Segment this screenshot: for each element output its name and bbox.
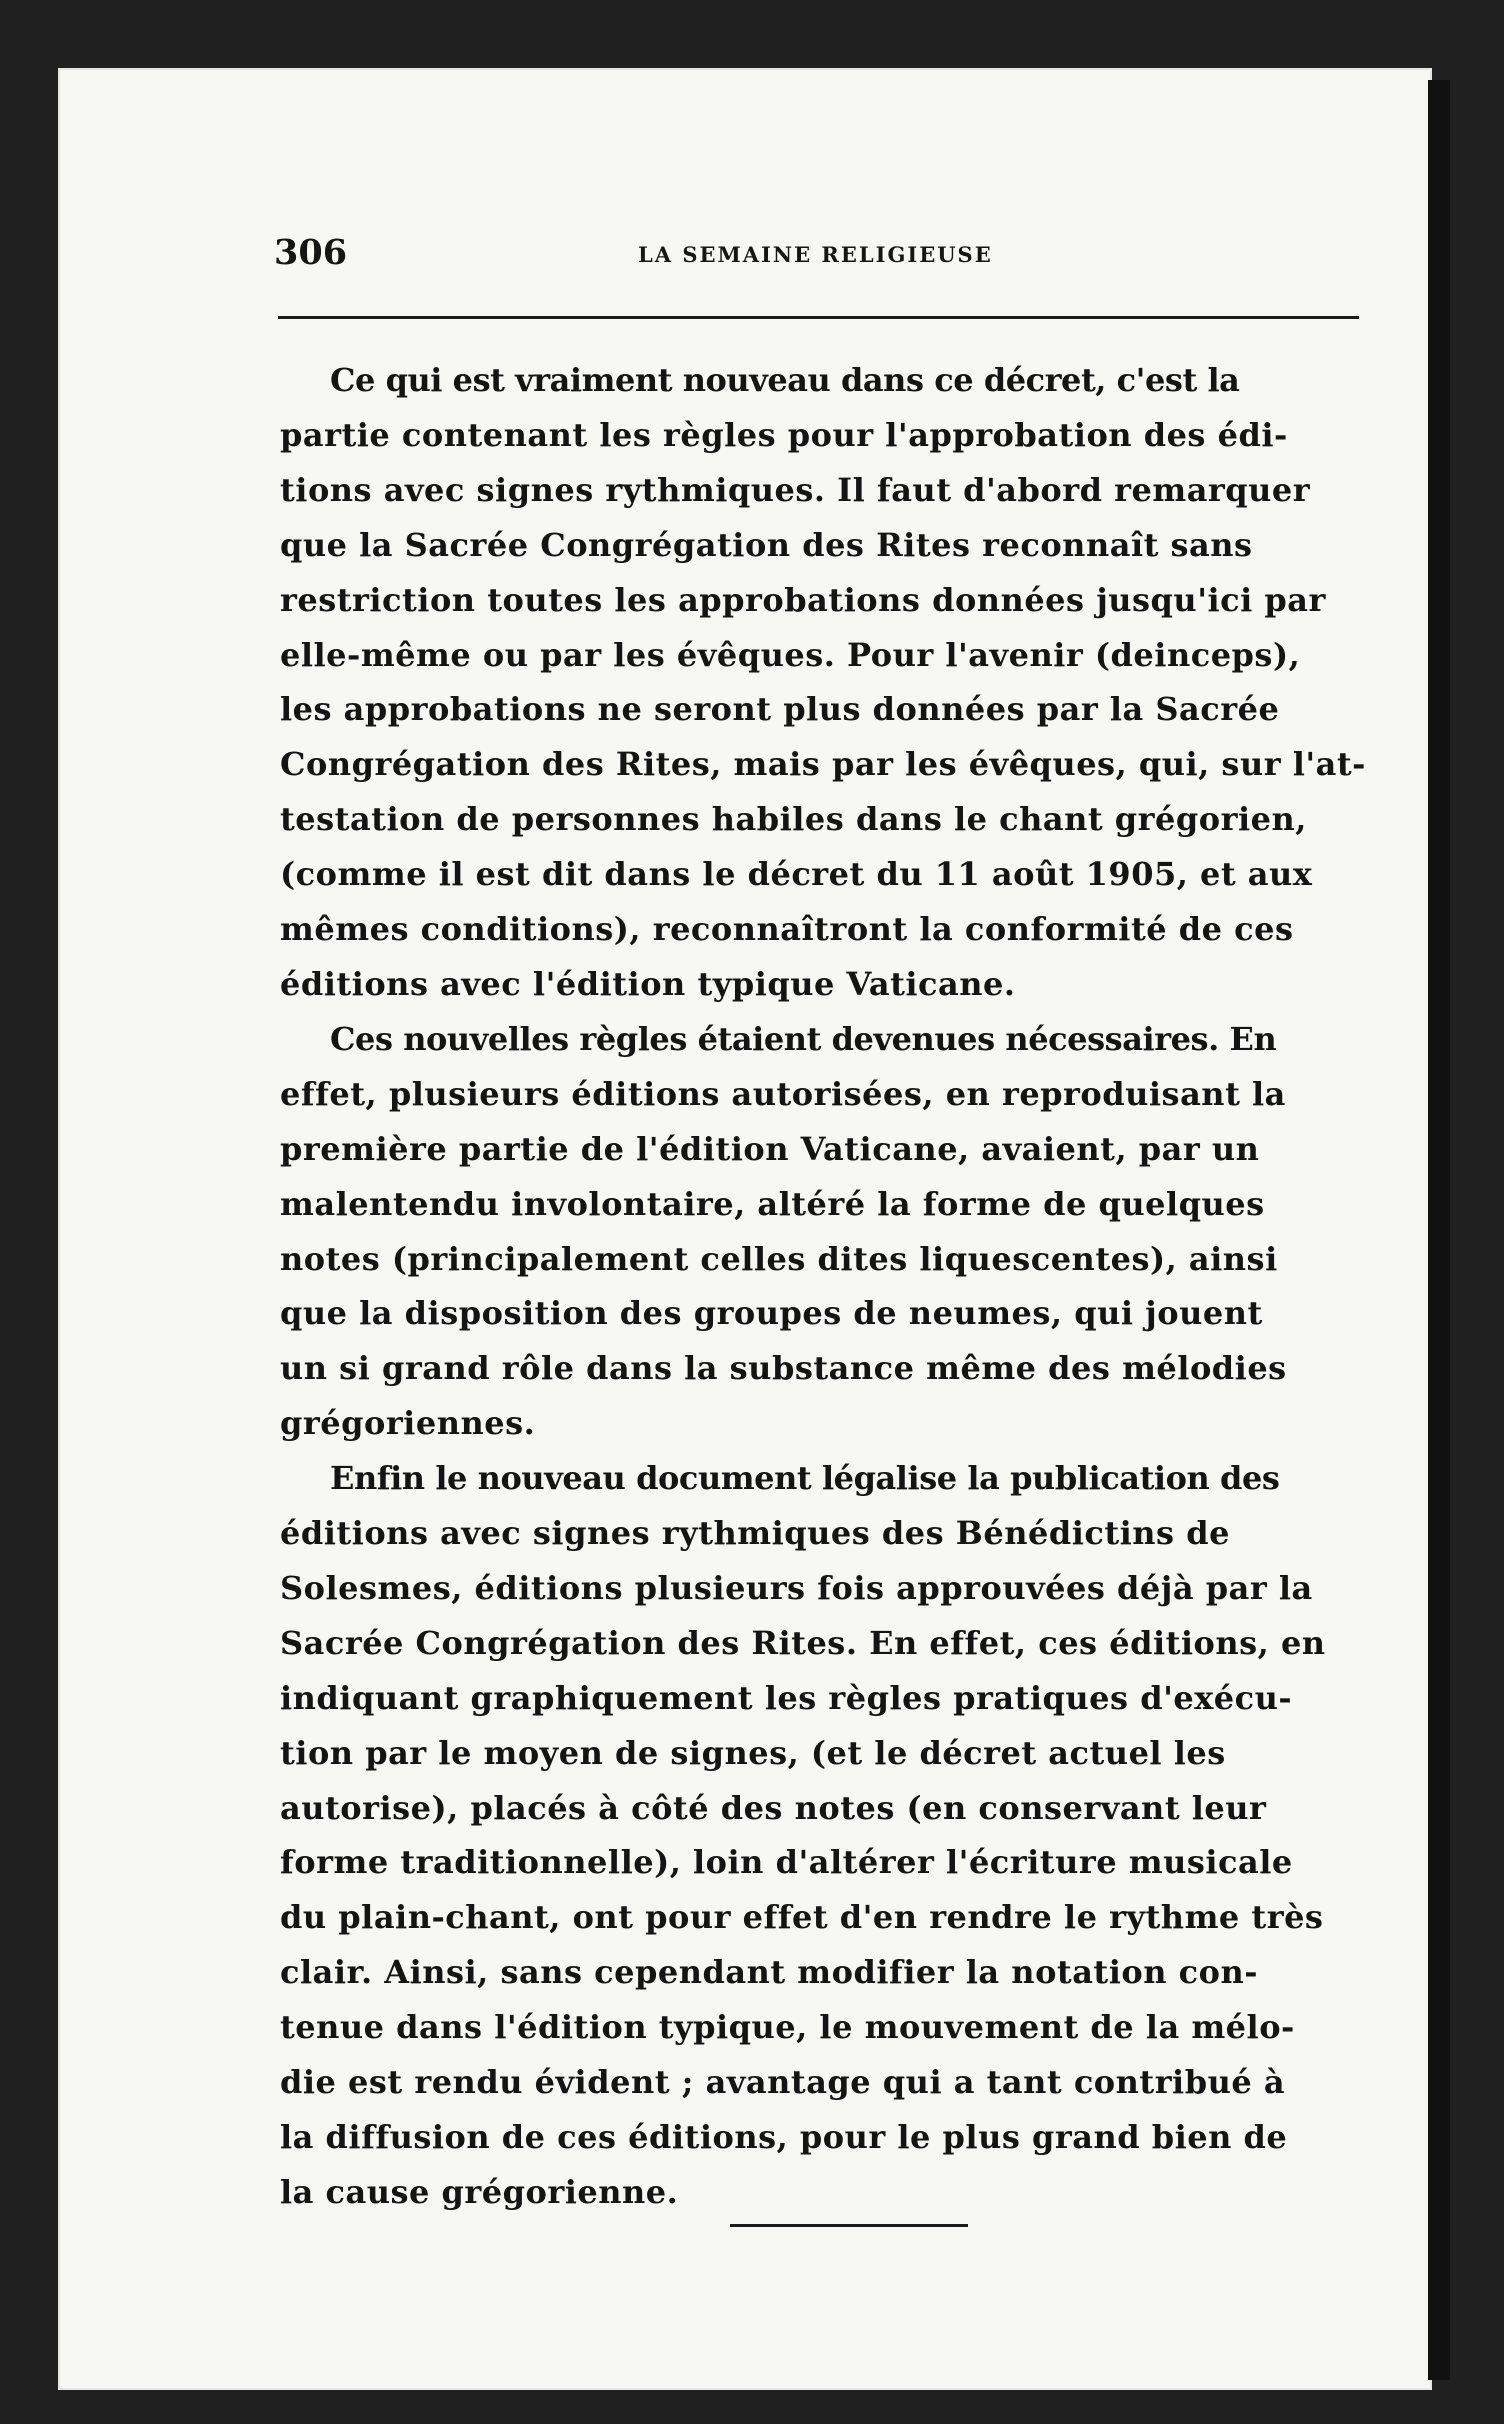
text-line: clair. Ainsi, sans cependant modifier la notation con- [280,1953,1258,1992]
text-line: les approbations ne seront plus données par la Sacrée [280,690,1280,729]
end-rule [730,2224,968,2227]
text-line: Sacrée Congrégation des Rites. En effet, ces éditions, en [280,1623,1326,1662]
text-line: indiquant graphiquement les règles pratiques d'exécu- [280,1678,1293,1717]
text-line: que la Sacrée Congrégation des Rites reconnaît sans [280,525,1253,564]
text-line: la cause grégorienne. [280,2172,679,2211]
text-line: un si grand rôle dans la substance même des mélodies [280,1349,1287,1388]
text-line: testation de personnes habiles dans le chant grégorien, [280,800,1307,839]
page-number: 306 [274,232,348,273]
text-line: grégoriennes. [280,1404,536,1443]
text-line: première partie de l'édition Vaticane, avaient, par un [280,1129,1260,1168]
text-line: die est rendu évident ; avantage qui a tant contribué à [280,2063,1286,2102]
text-line: Enfin le nouveau document légalise la publication des [330,1459,1280,1498]
page-edge-shadow [1428,80,1450,2380]
body-text [280,353,1380,2213]
text-line: forme traditionnelle), loin d'altérer l'écriture musicale [280,1843,1293,1882]
text-line: tion par le moyen de signes, (et le décret actuel les [280,1733,1226,1772]
text-line: Solesmes, éditions plusieurs fois approuvées déjà par la [280,1568,1313,1607]
text-line: mêmes conditions), reconnaîtront la conformité de ces [280,910,1294,949]
text-line: Ces nouvelles règles étaient devenues nécessaires. En [330,1019,1277,1058]
text-line: effet, plusieurs éditions autorisées, en reproduisant la [280,1074,1286,1113]
paragraph [280,353,1380,1012]
text-line: Congrégation des Rites, mais par les évêques, qui, sur l'at- [280,745,1366,784]
page-header [212,224,1360,280]
text-line: (comme il est dit dans le décret du 11 août 1905, et aux [280,855,1313,894]
text-line: éditions avec signes rythmiques des Bénédictins de [280,1514,1230,1553]
text-line: partie contenant les règles pour l'approbation des édi- [280,415,1288,454]
text-line: du plain-chant, ont pour effet d'en rendre le rythme très [280,1898,1324,1937]
text-line: la diffusion de ces éditions, pour le plus grand bien de [280,2118,1288,2156]
running-head: LA SEMAINE RELIGIEUSE [638,242,993,267]
text-line: éditions avec l'édition typique Vaticane. [280,964,1016,1003]
paragraph [280,1451,1380,2220]
text-line: restriction toutes les approbations données jusqu'ici par [280,580,1326,619]
text-line: malentendu involontaire, altéré la forme de quelques [280,1184,1265,1223]
text-line: elle-même ou par les évêques. Pour l'avenir (deinceps), [280,635,1301,674]
text-line: tions avec signes rythmiques. Il faut d'abord remarquer [280,470,1311,509]
text-line: autorise), placés à côté des notes (en conservant leur [280,1788,1267,1827]
text-line: tenue dans l'édition typique, le mouvement de la mélo- [280,2008,1295,2047]
text-line: notes (principalement celles dites liquescentes), ainsi [280,1239,1278,1278]
header-rule [278,316,1359,319]
text-line: que la disposition des groupes de neumes, qui jouent [280,1294,1263,1333]
text-line: Ce qui est vraiment nouveau dans ce décret, c'est la [330,361,1240,399]
paragraph [280,1012,1380,1451]
